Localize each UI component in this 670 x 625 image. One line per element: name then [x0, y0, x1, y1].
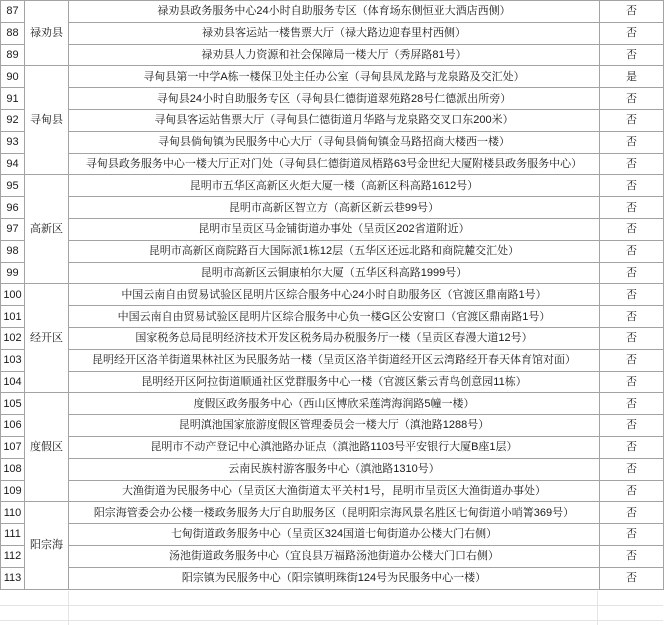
table-row	[1, 262, 664, 284]
row-number-cell[interactable]: 103	[1, 349, 25, 371]
row-number-cell[interactable]: 110	[1, 502, 25, 524]
flag-cell[interactable]: 否	[600, 480, 664, 502]
row-number-cell[interactable]: 90	[1, 66, 25, 88]
table-row	[1, 109, 664, 131]
table-body	[1, 1, 664, 590]
location-cell[interactable]: 昆明经开区阿拉街道顺通社区党群服务中心一楼（官渡区紫云青鸟创意园11栋）	[69, 371, 600, 393]
row-number-cell[interactable]: 98	[1, 240, 25, 262]
flag-cell[interactable]: 否	[600, 197, 664, 219]
flag-cell[interactable]: 否	[600, 415, 664, 437]
location-cell[interactable]: 寻甸县第一中学A栋一楼保卫处主任办公室（寻甸县凤龙路与龙泉路及交汇处）	[69, 66, 600, 88]
location-cell[interactable]: 昆明市五华区高新区火炬大厦一楼（高新区科高路1612号）	[69, 175, 600, 197]
flag-cell[interactable]: 否	[600, 502, 664, 524]
flag-cell[interactable]: 否	[600, 306, 664, 328]
row-number-cell[interactable]: 100	[1, 284, 25, 306]
location-cell[interactable]: 度假区政务服务中心（西山区博欣采莲湾海润路5幢一楼）	[69, 393, 600, 415]
location-cell[interactable]: 汤池街道政务服务中心（宜良县万福路汤池街道办公楼大门口右侧）	[69, 545, 600, 567]
table-row	[1, 153, 664, 175]
flag-cell[interactable]: 否	[600, 22, 664, 44]
table-row	[1, 218, 664, 240]
gridline	[68, 591, 69, 625]
table-row	[1, 502, 664, 524]
table-row	[1, 327, 664, 349]
row-number-cell[interactable]: 99	[1, 262, 25, 284]
row-number-cell[interactable]: 113	[1, 567, 25, 589]
flag-cell[interactable]: 否	[600, 88, 664, 110]
flag-cell[interactable]: 否	[600, 393, 664, 415]
region-cell[interactable]: 阳宗海	[25, 502, 69, 589]
flag-cell[interactable]: 否	[600, 458, 664, 480]
row-number-cell[interactable]: 111	[1, 524, 25, 546]
location-cell[interactable]: 昆明市呈贡区马金铺街道办事处（呈贡区202省道附近）	[69, 218, 600, 240]
location-cell[interactable]: 禄劝县人力资源和社会保障局一楼大厅（秀屏路81号）	[69, 44, 600, 66]
table-row	[1, 175, 664, 197]
flag-cell[interactable]: 否	[600, 109, 664, 131]
table-row	[1, 393, 664, 415]
row-number-cell[interactable]: 97	[1, 218, 25, 240]
location-cell[interactable]: 昆明经开区洛羊街道果林社区为民服务站一楼（呈贡区洛羊街道经开区云湾路经开春天体育馆对面）	[69, 349, 600, 371]
table-row	[1, 436, 664, 458]
row-number-cell[interactable]: 108	[1, 458, 25, 480]
flag-cell[interactable]: 否	[600, 44, 664, 66]
table-row	[1, 284, 664, 306]
row-number-cell[interactable]: 91	[1, 88, 25, 110]
location-cell[interactable]: 中国云南自由贸易试验区昆明片区综合服务中心负一楼G区公安窗口（官渡区鼎南路1号）	[69, 306, 600, 328]
location-cell[interactable]: 寻甸县客运站售票大厅（寻甸县仁德街道月华路与龙泉路交叉口东200米）	[69, 109, 600, 131]
gridline	[0, 620, 663, 621]
table-row	[1, 567, 664, 589]
region-cell[interactable]: 度假区	[25, 393, 69, 502]
flag-cell[interactable]: 否	[600, 567, 664, 589]
table-row	[1, 240, 664, 262]
row-number-cell[interactable]: 102	[1, 327, 25, 349]
location-cell[interactable]: 国家税务总局昆明经济技术开发区税务局办税服务厅一楼（呈贡区春漫大道12号）	[69, 327, 600, 349]
row-number-cell[interactable]: 106	[1, 415, 25, 437]
row-number-cell[interactable]: 93	[1, 131, 25, 153]
table-row	[1, 306, 664, 328]
table-row	[1, 415, 664, 437]
flag-cell[interactable]: 否	[600, 153, 664, 175]
flag-cell[interactable]: 否	[600, 218, 664, 240]
flag-cell[interactable]: 否	[600, 1, 664, 23]
table-row	[1, 458, 664, 480]
flag-cell[interactable]: 否	[600, 524, 664, 546]
table-row	[1, 66, 664, 88]
location-cell[interactable]: 昆明市高新区智立方（高新区新云巷99号）	[69, 197, 600, 219]
row-number-cell[interactable]: 95	[1, 175, 25, 197]
location-cell[interactable]: 阳宗海管委会办公楼一楼政务服务大厅自助服务区（昆明阳宗海风景名胜区七甸街道小哨箐369号）	[69, 502, 600, 524]
row-number-cell[interactable]: 94	[1, 153, 25, 175]
flag-cell[interactable]: 否	[600, 327, 664, 349]
row-number-cell[interactable]: 107	[1, 436, 25, 458]
flag-cell[interactable]: 否	[600, 284, 664, 306]
row-number-cell[interactable]: 96	[1, 197, 25, 219]
flag-cell[interactable]: 否	[600, 436, 664, 458]
flag-cell[interactable]: 否	[600, 545, 664, 567]
table-row	[1, 44, 664, 66]
row-number-cell[interactable]: 109	[1, 480, 25, 502]
flag-cell[interactable]: 否	[600, 131, 664, 153]
row-number-cell[interactable]: 104	[1, 371, 25, 393]
row-number-cell[interactable]: 92	[1, 109, 25, 131]
location-cell[interactable]: 昆明市高新区云铜康柏尔大厦（五华区科高路1999号）	[69, 262, 600, 284]
location-cell[interactable]: 阳宗镇为民服务中心（阳宗镇明珠街124号为民服务中心一楼）	[69, 567, 600, 589]
row-number-cell[interactable]: 89	[1, 44, 25, 66]
table-row	[1, 480, 664, 502]
row-number-cell[interactable]: 88	[1, 22, 25, 44]
table-row	[1, 524, 664, 546]
table-row	[1, 88, 664, 110]
location-cell[interactable]: 寻甸县倘甸镇为民服务中心大厅（寻甸县倘甸镇金马路招商大楼西一楼）	[69, 131, 600, 153]
table-row	[1, 371, 664, 393]
gridline	[597, 591, 598, 625]
location-cell[interactable]: 昆明市不动产登记中心滇池路办证点（滇池路1103号平安银行大厦B座1层）	[69, 436, 600, 458]
table-row	[1, 349, 664, 371]
location-cell[interactable]: 禄劝县客运站一楼售票大厅（禄大路边迎春里村西侧）	[69, 22, 600, 44]
region-cell[interactable]: 高新区	[25, 175, 69, 284]
table-row	[1, 131, 664, 153]
location-cell[interactable]: 七甸街道政务服务中心（呈贡区324国道七甸街道办公楼大门右侧）	[69, 524, 600, 546]
region-cell[interactable]: 禄劝县	[25, 1, 69, 66]
location-cell[interactable]: 寻甸县政务服务中心一楼大厅正对门处（寻甸县仁德街道凤梧路63号金世纪大厦附楼县政务服务中心）	[69, 153, 600, 175]
region-cell[interactable]: 经开区	[25, 284, 69, 393]
row-number-cell[interactable]: 101	[1, 306, 25, 328]
location-cell[interactable]: 云南民族村游客服务中心（滇池路1310号）	[69, 458, 600, 480]
location-cell[interactable]: 寻甸县24小时自助服务专区（寻甸县仁德街道翠苑路28号仁德派出所旁）	[69, 88, 600, 110]
location-cell[interactable]: 昆明市高新区商院路百大国际派1栋12层（五华区还远北路和商院麓交汇处）	[69, 240, 600, 262]
row-number-cell[interactable]: 105	[1, 393, 25, 415]
location-cell[interactable]: 大渔街道为民服务中心（呈贡区大渔街道太平关村1号，昆明市呈贡区大渔街道办事处）	[69, 480, 600, 502]
region-cell[interactable]: 寻甸县	[25, 66, 69, 175]
table-row	[1, 545, 664, 567]
location-cell[interactable]: 禄劝县政务服务中心24小时自助服务专区（体育场东侧恒亚大酒店西侧）	[69, 1, 600, 23]
location-cell[interactable]: 中国云南自由贸易试验区昆明片区综合服务中心24小时自助服务区（官渡区鼎南路1号）	[69, 284, 600, 306]
table-row	[1, 197, 664, 219]
flag-cell[interactable]: 否	[600, 175, 664, 197]
flag-cell[interactable]: 是	[600, 66, 664, 88]
flag-cell[interactable]: 否	[600, 349, 664, 371]
location-cell[interactable]: 昆明滇池国家旅游度假区管理委员会一楼大厅（滇池路1288号）	[69, 415, 600, 437]
table-row	[1, 22, 664, 44]
table-row	[1, 1, 664, 23]
row-number-cell[interactable]: 87	[1, 1, 25, 23]
flag-cell[interactable]: 否	[600, 262, 664, 284]
gridline	[0, 605, 663, 606]
flag-cell[interactable]: 否	[600, 371, 664, 393]
row-number-cell[interactable]: 112	[1, 545, 25, 567]
flag-cell[interactable]: 否	[600, 240, 664, 262]
